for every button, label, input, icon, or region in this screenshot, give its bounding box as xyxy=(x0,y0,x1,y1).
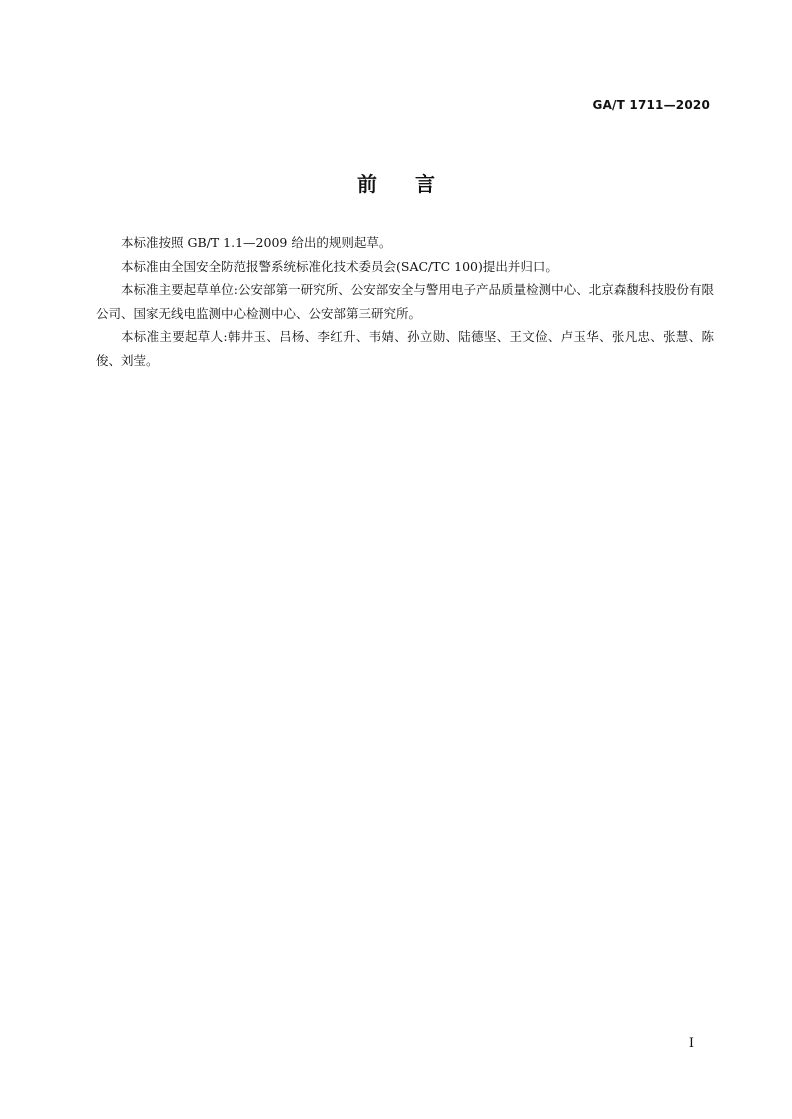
title-char-1: 前 xyxy=(357,172,377,196)
standard-code: GA/T 1711—2020 xyxy=(592,98,710,112)
page-number: I xyxy=(688,1036,694,1051)
page-title xyxy=(0,168,792,197)
paragraph-drafting-rules: 本标准按照 GB/T 1.1—2009 给出的规则起草。 xyxy=(121,235,392,250)
title-char-2: 言 xyxy=(415,172,435,196)
paragraph-drafting-organizations: 本标准主要起草单位:公安部第一研究所、公安部安全与警用电子产品质量检测中心、北京森馥科技股份有限公司、国家无线电监测中心检测中心、公安部第三研究所。 xyxy=(96,282,714,321)
foreword-body xyxy=(96,231,714,372)
paragraph-drafters: 本标准主要起草人:韩井玉、吕杨、李红升、韦婧、孙立勋、陆德坚、王文俭、卢玉华、张凡忠、张慧、陈俊、刘莹。 xyxy=(96,329,714,368)
paragraph-proposing-committee: 本标准由全国安全防范报警系统标准化技术委员会(SAC/TC 100)提出并归口。 xyxy=(121,258,558,274)
